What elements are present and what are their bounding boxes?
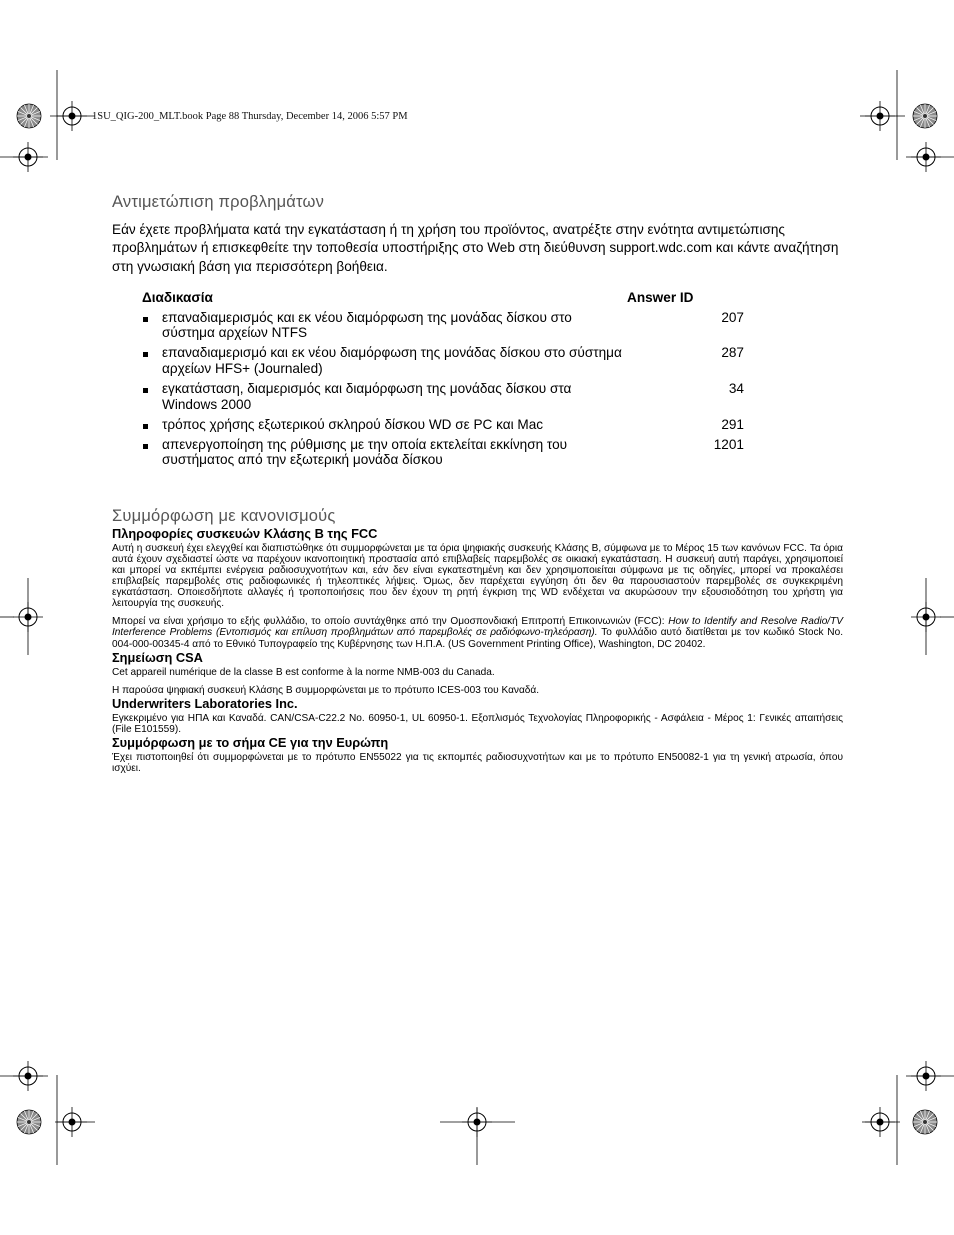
procedure-text: εγκατάσταση, διαμερισμός και διαμόρφωση της μονάδας δίσκου στα Windows 2000 xyxy=(162,381,572,412)
procedure-table-header xyxy=(142,289,744,307)
troubleshooting-title: Αντιμετώπιση προβλημάτων xyxy=(112,193,325,211)
procedure-text: επαναδιαμερισμός και εκ νέου διαμόρφωση της μονάδας δίσκου στο σύστημα αρχείων NTFS xyxy=(162,309,572,341)
bullet-icon xyxy=(142,381,162,396)
procedure-list xyxy=(142,310,744,468)
answer-id: 287 xyxy=(721,345,744,361)
procedure-table xyxy=(142,289,744,468)
ul-heading: Underwriters Laboratories Inc. xyxy=(112,695,298,711)
bullet-icon xyxy=(142,417,162,432)
fcc-booklet-title: How to Identify and Resolve Radio/TV Interference Problems (Εντοπισμός και επίλυση προβλημάτων από παρεμβολές σε ραδιόφωνο-τηλεόραση). xyxy=(112,616,844,639)
ce-heading: Συμμόρφωση με το σήμα CE για την Ευρώπη xyxy=(112,734,389,750)
answer-id-column-header: Answer ID xyxy=(627,289,694,305)
fcc-heading: Πληροφορίες συσκευών Κλάσης B της FCC xyxy=(112,525,378,541)
bullet-icon xyxy=(142,345,162,360)
compliance-title: Συμμόρφωση με κανονισμούς xyxy=(112,506,336,525)
list-item xyxy=(142,345,744,376)
bullet-icon xyxy=(142,310,162,325)
list-item xyxy=(142,310,744,341)
procedure-column-header: Διαδικασία xyxy=(142,289,213,305)
list-item xyxy=(142,437,744,468)
fcc-p2-text-before: Μπορεί να είναι χρήσιμο το εξής φυλλάδιο, το οποίο συντάχθηκε από την Ομοσπονδιακή Επιτροπή Επικοινωνιών (FCC): xyxy=(112,616,669,628)
print-slug: 1SU_QIG-200_MLT.book Page 88 Thursday, December 14, 2006 5:57 PM xyxy=(92,111,408,122)
fcc-paragraph-2 xyxy=(112,616,843,649)
list-item xyxy=(142,381,744,412)
fcc-p2-text-after: Το φυλλάδιο αυτό διατίθεται με τον κωδικό Stock No. 004-000-00345-4 από το Εθνικό Τυπογραφείο της Κυβέρνησης των Η.Π.Α. (US Government Printing Office), Washington, DC 20402. xyxy=(112,627,843,650)
ce-paragraph: Έχει πιστοποιηθεί ότι συμμορφώνεται με το πρότυπο EN55022 για τις εκπομπές ραδιοσυχνοτήτων και με το πρότυπο EN50082-1 για τη γενική ατρωσία, όπου ισχύει. xyxy=(112,751,843,775)
answer-id: 291 xyxy=(721,416,744,432)
procedure-text: επαναδιαμερισμό και εκ νέου διαμόρφωση της μονάδας δίσκου στο σύστημα αρχείων HFS+ (Journaled) xyxy=(162,345,622,376)
procedure-text: τρόπος χρήσης εξωτερικού σκληρού δίσκου WD σε PC και Mac xyxy=(162,416,544,432)
answer-id: 207 xyxy=(721,309,744,325)
bullet-icon xyxy=(142,437,162,452)
page-content xyxy=(112,192,843,774)
procedure-text: απενεργοποίηση της ρύθμισης με την οποία εκτελείται εκκίνηση του συστήματος από την εξωτερική μονάδα δίσκου xyxy=(162,436,568,468)
list-item xyxy=(142,417,744,433)
answer-id: 1201 xyxy=(713,436,744,452)
answer-id: 34 xyxy=(728,381,744,397)
csa-paragraph-2: Η παρούσα ψηφιακή συσκευή Κλάσης B συμμορφώνεται με το πρότυπο ICES-003 του Καναδά. xyxy=(112,684,540,696)
troubleshooting-intro: Εάν έχετε προβλήματα κατά την εγκατάσταση ή τη χρήση του προϊόντος, ανατρέξτε στην ενότητα αντιμετώπισης προβλημάτων ή επισκεφθείτε την τοποθεσία υποστήριξης στο Web στη διεύθυνση support.wdc.com και κάντε αναζήτηση στη γνωσιακή βάση για περισσότερη βοήθεια. xyxy=(112,222,839,274)
csa-heading: Σημείωση CSA xyxy=(112,649,203,665)
csa-paragraph-1: Cet appareil numérique de la classe B est conforme à la norme NMB-003 du Canada. xyxy=(112,666,495,678)
ul-paragraph: Εγκεκριμένο για ΗΠΑ και Καναδά. CAN/CSA-C22.2 No. 60950-1, UL 60950-1. Εξοπλισμός Τεχνολογίας Πληροφορικής - Ασφάλεια - Μέρος 1: Γενικές απαιτήσεις (File E101559). xyxy=(112,712,843,735)
fcc-paragraph-1: Αυτή η συσκευή έχει ελεγχθεί και διαπιστώθηκε ότι συμμορφώνεται με τα όρια ψηφιακής συσκευής Κλάσης B, σύμφωνα με το Μέρος 15 των κανόνων FCC. Τα όρια αυτά έχουν σχεδιαστεί ώστε να παρέχουν ικανοποιητική προστασία από επιβλαβείς παρεμβολές σε οικιακή εγκατάσταση. Η συσκευή αυτή παράγει, χρησιμοποιεί και μπορεί να εκπέμπει ενέργεια ραδιοσυχνοτήτων και, εάν δεν είναι εγκατεστημένη και δεν χρησιμοποιείται σύμφωνα με τις οδηγίες, μπορεί να προκαλέσει επιβλαβείς παρεμβολές στις ραδιοφωνικές ή τηλεοπτικές λήψεις. Όμως, δεν παρέχεται εγγύηση ότι δεν θα παρουσιαστούν παρεμβολές σε συγκεκριμένη εγκατάσταση. Οποιεσδήποτε αλλαγές ή τροποποιήσεις που δεν έχουν τη ρητή έγκριση της WD ενδέχεται να ακυρώσουν την εξουσιοδότηση του χρήστη για λειτουργία της συσκευής. xyxy=(112,542,843,610)
